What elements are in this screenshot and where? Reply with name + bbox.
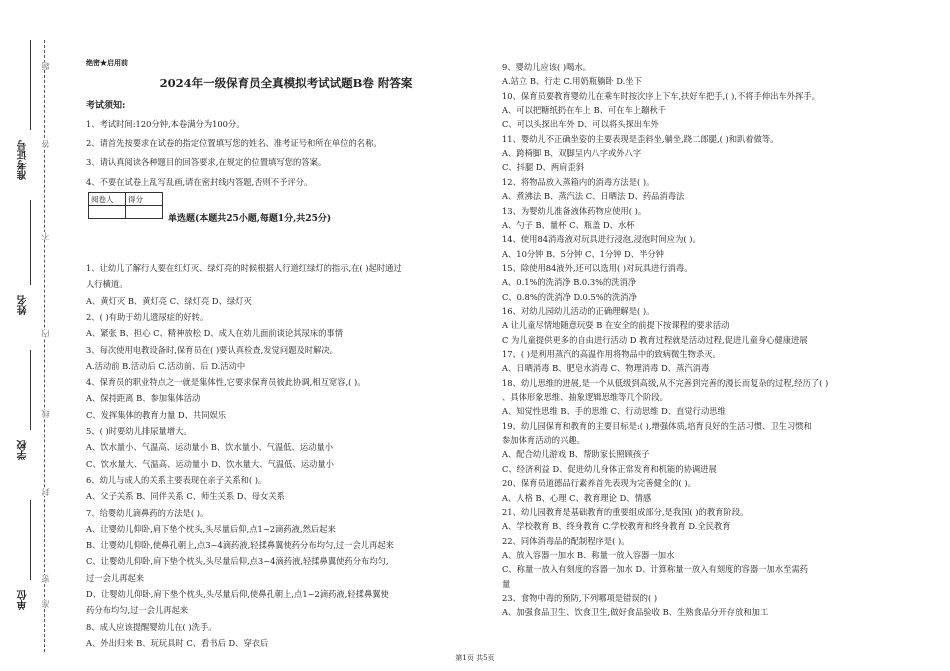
question-line: 15、除使用84液外,还可以选用( )对玩具进行消毒。 — [502, 262, 693, 273]
cut-mark: 准 — [41, 600, 50, 608]
section-title: 单选题(本题共25小题,每题1分,共25分) — [168, 214, 332, 224]
fill-line-name — [30, 200, 31, 285]
question-line: A、保持距离 B、参加集体活动 — [86, 393, 201, 404]
fill-line-unit — [30, 500, 31, 580]
cut-mark: 题 — [41, 62, 50, 70]
notice-item: 1、考试时间:120分钟,本卷满分为100分。 — [86, 119, 245, 129]
question-line: 8、成人应该提醒婴幼儿在( )洗手。 — [86, 621, 217, 632]
question-line: 量 — [502, 578, 511, 589]
question-line: C、称量一放入有刻度的容器一加水 D、计算称量一放入有刻度的容器一加水至需药 — [502, 564, 809, 575]
score-box-empty[interactable] — [89, 206, 126, 219]
label-school: 学校 — [18, 440, 29, 460]
question-line: A、可以把糖纸扔在车上 B、可在车上蹦秋千 — [502, 105, 667, 116]
question-line: A、勺子 B、量杯 C、瓶盖 D、水杯 — [502, 219, 635, 230]
question-line: 1、让幼儿了解行人要在红灯灭、绿灯亮的时候根据人行道红绿灯的指示,在( )起时通过 — [86, 263, 402, 273]
question-line: A、学校教育 B、终身教育 C.学校教育和终身教育 D.全民教育 — [502, 521, 731, 532]
question-line: 10、保育员要教育婴幼儿在乘车时按次序上下车,扶好车把手,( ),不将手伸出车外挥手。 — [502, 90, 820, 101]
question-line: A.活动前 B.活动后 C.活动前、后 D.活动中 — [86, 360, 246, 371]
question-line: A、父子关系 B、同伴关系 C、师生关系 D、母女关系 — [86, 491, 285, 502]
notice-item: 2、请首先按要求在试卷的指定位置填写您的姓名、准考证号和所在单位的名称。 — [86, 138, 382, 148]
fill-line-school — [30, 350, 31, 430]
notice-item: 3、请认真阅读各种题目的回答要求,在规定的位置填写您的答案。 — [86, 157, 327, 167]
question-line: 13、为婴幼儿准备液体药物应使用( )。 — [502, 205, 647, 216]
label-unit: 单位 — [18, 590, 29, 610]
question-line: A、紧张 B、担心 C、精神放松 D、成人在幼儿面前谈论其尿床的事情 — [86, 328, 344, 339]
question-line: B、让婴幼儿仰卧,使鼻孔朝上,点3~4滴药液,轻揉鼻翼使药分布均匀,过一会儿再起来 — [86, 540, 394, 551]
question-line: 6、幼儿与成人的关系主要表现在亲子关系和( )。 — [86, 474, 267, 485]
question-line: 参加体育活动的兴趣。 — [502, 435, 585, 446]
question-line: 14、使用84消毒液对玩具进行浸泡,浸泡时间应为( )。 — [502, 234, 701, 245]
question-line: 7、给婴幼儿滴鼻药的方法是( )。 — [86, 507, 209, 518]
question-line: A、0.1%的洗消净 B.0.3%的洗消净 — [502, 277, 637, 288]
cut-mark: 不 — [41, 232, 50, 240]
page-footer: 第1页 共5页 — [455, 654, 495, 662]
question-line: 22、同体消毒品的配制程序是( )。 — [502, 535, 630, 546]
question-line: 9、婴幼儿应该( )喝水。 — [502, 62, 592, 72]
question-line: C、抖腿 D、两肩歪斜 — [502, 162, 585, 173]
question-line: A、外出归来 B、玩玩具时 C、看书后 D、穿衣后 — [86, 637, 269, 648]
question-line: A 让儿童尽情地随意玩耍 B 在安全的前提下按课程的要求活动 — [502, 320, 730, 331]
binding-margin — [0, 0, 62, 671]
question-line: A、放入容器一加水 B、称量一放入容器一加水 — [502, 549, 675, 560]
question-line: C、发挥集体的教育力量 D、共同娱乐 — [86, 409, 227, 420]
question-line: A、煮沸法 B、蒸汽法 C、日晒法 D、药品消毒法 — [502, 191, 685, 202]
question-line: 12、将物品放入蒸箱内的消毒方法是( )。 — [502, 176, 655, 187]
question-line: 3、每次使用电教设备时,保育员在( )要认真检查,发觉问题及时解决。 — [86, 344, 338, 355]
question-line: C 为儿童提供更多的自由进行活动 D 教育过程就是活动过程,促进儿童身心健康进展 — [502, 334, 808, 345]
label-admission-number: 准考证号 — [18, 140, 29, 180]
question-line: 16、对幼儿园幼儿活动的正确理解是( )。 — [502, 305, 655, 316]
cut-mark: 答 — [41, 140, 50, 148]
question-line: 人行横道。 — [86, 279, 128, 290]
question-line: C、0.8%的洗消净 D.0.5%的洗消净 — [502, 291, 637, 302]
question-line: 4、保育员的职业特点之一就是集体性,它要求保育员彼此协调,相互宽容,( )。 — [86, 377, 366, 388]
question-line: 23、食物中毒的预防,下列哪项是错误的( ) — [502, 592, 658, 603]
fill-line-admission — [30, 40, 31, 130]
question-line: C、可以头探出车外 D、可以将头探出车外 — [502, 119, 659, 130]
question-line: A、配合幼儿游戏 B、帮助家长照顾孩子 — [502, 449, 650, 460]
question-line: 19、幼儿园保育和教育的主要目标是:( ),增强体质,培育良好的生活习惯、卫生习惯和 — [502, 420, 812, 431]
question-line: A、知觉性思维 B、手的思维 C、行动思维 D、直觉行动思维 — [502, 406, 726, 417]
score-box-score: 得分 — [126, 193, 163, 206]
question-line: 、具体形象思维、抽象逻辑思维等几个阶段。 — [502, 392, 668, 403]
question-line: A.站立 B、行走 C.用奶瓶躺卧 D.坐下 — [502, 76, 642, 87]
question-line: 2、( )有助于幼儿遗尿症的好转。 — [86, 311, 209, 322]
question-line: A、人格 B、心理 C、教育理论 D、情感 — [502, 492, 652, 503]
score-box — [88, 192, 163, 219]
question-line: A、饮水量小、气温高、运动量小 B、饮水量小、气温低、运动量小 — [86, 442, 334, 453]
question-line: A、加强食品卫生、饮食卫生,做好食品验收 B、生熟食品分开存放和加工 — [502, 607, 769, 618]
notice-item: 4、不要在试卷上乱写乱画,请在密封线内答题,否则不予评分。 — [86, 177, 313, 187]
question-line: 5、( )时要幼儿排尿量增大。 — [86, 426, 192, 436]
question-line: A、黄灯灭 B、黄灯亮 C、绿灯亮 D、绿灯灭 — [86, 295, 252, 306]
page-title: 2024年一级保育员全真模拟考试试题B卷 附答案 — [159, 76, 413, 90]
question-line: A、日晒消毒 B、肥皂水消毒 C、物理消毒 D、蒸汽消毒 — [502, 363, 710, 374]
cut-mark: 密 — [41, 575, 50, 583]
secret-label: 绝密★启用前 — [86, 58, 128, 67]
question-line: C、让婴幼儿仰卧,肩下垫个枕头,头尽量后仰,点3~4滴药液,轻揉鼻翼使药分布均匀, — [86, 556, 389, 567]
label-name: 姓名 — [18, 295, 29, 315]
question-line: 药分布均匀,过一会儿再起来 — [86, 605, 189, 616]
question-line: 18、幼儿思维的进展,是一个从低级到高级,从不完善到完善的漫长而复杂的过程,经历了( ) — [502, 377, 829, 388]
question-line: A、让婴幼儿仰卧,肩下垫个枕头,头尽量后仰,点1~2滴药液,然后起来 — [86, 523, 336, 534]
question-line: 21、幼儿园教育是基础教育的重要组成部分,是我国( )的教育阶段。 — [502, 506, 749, 517]
question-line: 17、( )是利用蒸汽的高温作用将物品中的致病微生物杀灭。 — [502, 349, 721, 359]
question-line: D、让婴幼儿仰卧,肩下垫个枕头,头尽量后仰,使鼻孔朝上,点1~2滴药液,轻揉鼻翼使 — [86, 589, 389, 599]
cut-mark: 内 — [41, 330, 50, 338]
question-line: 20、保育员道德品行素养首先表现为完善健全的( )。 — [502, 478, 696, 489]
question-line: C、经济利益 D、促进幼儿身体正常发育和机能的协调进展 — [502, 463, 717, 474]
question-line: 过一会儿再起来 — [86, 572, 145, 583]
score-box-grader: 阅卷人 — [89, 193, 126, 206]
question-line: 11、婴幼儿不正确坐姿的主要表现是歪斜坐,躺坐,跷二郎腿,( )和趴着做等。 — [502, 133, 779, 144]
notice-heading: 考试须知: — [86, 101, 126, 111]
question-line: C、饮水量大、气温高、运动量小 D、饮水量大、气温低、运动量小 — [86, 458, 334, 469]
seal-line — [44, 40, 45, 652]
question-line: A、跨椅脚 B、双脚呈内八字或外八字 — [502, 148, 642, 159]
question-line: A、10分钟 B、5分钟 C、1分钟 D、半分钟 — [502, 248, 664, 259]
cut-mark: 线 — [41, 410, 50, 418]
cut-mark: 封 — [41, 488, 50, 496]
score-box-empty[interactable] — [126, 206, 163, 219]
